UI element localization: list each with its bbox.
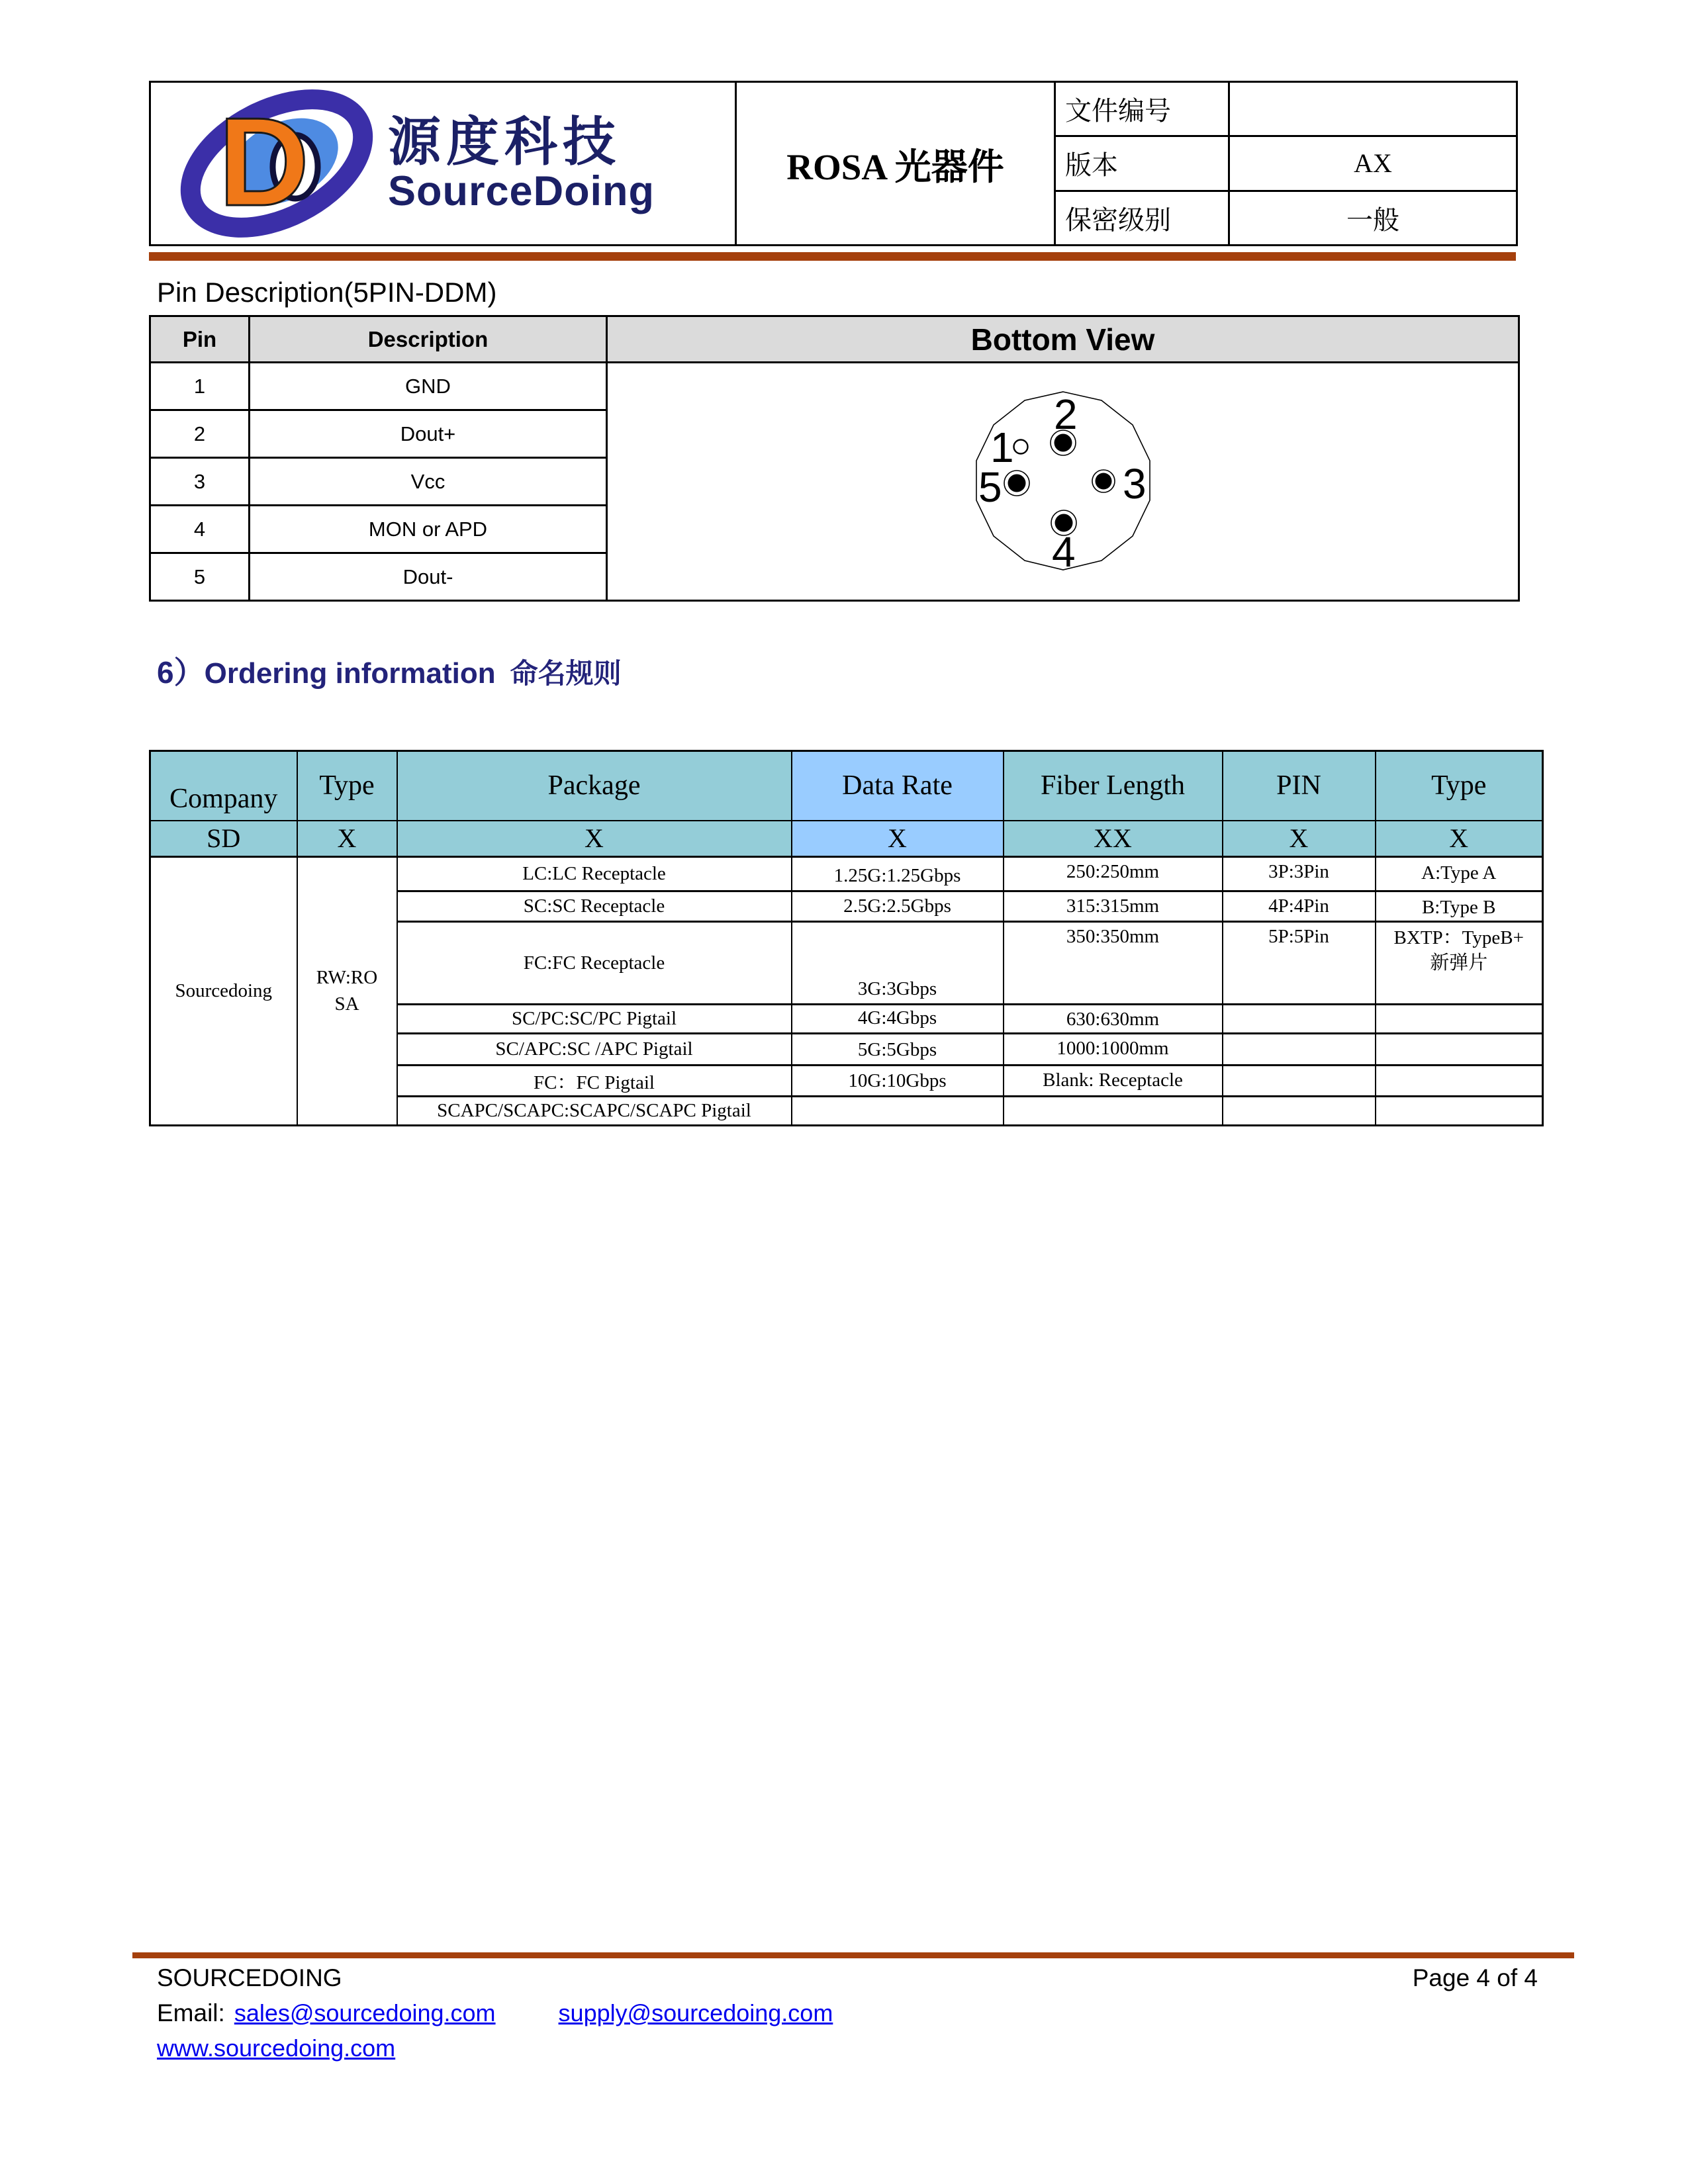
pin-section-title: Pin Description(5PIN-DDM) xyxy=(157,277,497,308)
fiber-length-option xyxy=(1004,1097,1223,1126)
pin-option xyxy=(1223,1034,1376,1066)
pin-number: 5 xyxy=(150,553,250,601)
bottom-view-cell xyxy=(607,363,1519,601)
connector-bottom-view-diagram xyxy=(964,383,1162,581)
pin-number: 2 xyxy=(150,410,250,458)
description-col-header: Description xyxy=(250,316,607,363)
table-row xyxy=(150,751,1543,821)
col-header-package: Package xyxy=(397,751,792,821)
col-header-company: Company xyxy=(150,751,297,821)
type-option: BXTP：TypeB+ 新弹片 xyxy=(1376,922,1543,1005)
pin-5-label: 5 xyxy=(978,463,1002,511)
pin-col-header: Pin xyxy=(150,316,250,363)
col-header-data-rate: Data Rate xyxy=(792,751,1004,821)
logo-english-name: SourceDoing xyxy=(388,167,655,214)
pin-number: 1 xyxy=(150,363,250,410)
logo-letter-d: D xyxy=(218,92,310,232)
code-fiber-length: XX xyxy=(1004,821,1223,857)
pin-option: 3P:3Pin xyxy=(1223,857,1376,891)
package-option: SC:SC Receptacle xyxy=(397,891,792,922)
pin-2-label: 2 xyxy=(1053,390,1078,438)
pin-option xyxy=(1223,1066,1376,1097)
pin-number: 4 xyxy=(150,506,250,553)
pin-option: 5P:5Pin xyxy=(1223,922,1376,1005)
page-number: Page 4 of 4 xyxy=(1412,1964,1538,1991)
email-label: Email: xyxy=(157,1999,225,2026)
footer-divider-bar xyxy=(132,1952,1574,1958)
code-data-rate: X xyxy=(792,821,1004,857)
data-rate-option: 3G:3Gbps xyxy=(792,922,1004,1005)
footer-line-3 xyxy=(157,2034,395,2062)
pin-5-dot xyxy=(1008,474,1025,492)
document-title: ROSA 光器件 xyxy=(736,82,1055,246)
bottom-view-header: Bottom View xyxy=(607,316,1519,363)
package-option: SC/APC:SC /APC Pigtail xyxy=(397,1034,792,1066)
pin-option xyxy=(1223,1097,1376,1126)
meta-value-version: AX xyxy=(1229,136,1517,191)
data-rate-option: 1.25G:1.25Gbps xyxy=(792,857,1004,891)
header-table xyxy=(149,81,1518,246)
pin-3-dot xyxy=(1095,473,1111,489)
table-row xyxy=(150,363,1519,410)
fiber-length-option: 350:350mm xyxy=(1004,922,1223,1005)
meta-value-file-number xyxy=(1229,82,1517,136)
data-rate-option: 5G:5Gbps xyxy=(792,1034,1004,1066)
ordering-table xyxy=(149,750,1544,1126)
pin-1-hole xyxy=(1013,439,1027,453)
package-option: LC:LC Receptacle xyxy=(397,857,792,891)
data-rate-option xyxy=(792,1097,1004,1126)
table-row xyxy=(150,857,1543,891)
code-pin: X xyxy=(1223,821,1376,857)
sourcedoing-logo-icon xyxy=(177,87,376,240)
pin-1-label: 1 xyxy=(990,423,1014,471)
fiber-length-option: 1000:1000mm xyxy=(1004,1034,1223,1066)
pin-description: MON or APD xyxy=(250,506,607,553)
package-option: FC：FC Pigtail xyxy=(397,1066,792,1097)
col-header-pin: PIN xyxy=(1223,751,1376,821)
section-title-english: Ordering information xyxy=(204,657,496,690)
fiber-length-option: 630:630mm xyxy=(1004,1005,1223,1034)
company-logo xyxy=(177,87,735,240)
col-header-fiber-length: Fiber Length xyxy=(1004,751,1223,821)
logo-text xyxy=(388,115,655,212)
footer-line-1 xyxy=(157,1964,1538,1992)
logo-cell xyxy=(150,82,736,246)
pin-4-label: 4 xyxy=(1051,527,1076,576)
type-option: A:Type A xyxy=(1376,857,1543,891)
meta-label-version: 版本 xyxy=(1055,136,1229,191)
package-option: FC:FC Receptacle xyxy=(397,922,792,1005)
website-link[interactable]: www.sourcedoing.com xyxy=(157,2034,396,2062)
pin-description: Dout+ xyxy=(250,410,607,458)
data-rate-option: 4G:4Gbps xyxy=(792,1005,1004,1034)
data-rate-option: 2.5G:2.5Gbps xyxy=(792,891,1004,922)
meta-label-file-number: 文件编号 xyxy=(1055,82,1229,136)
meta-label-confidentiality: 保密级别 xyxy=(1055,191,1229,245)
type-option xyxy=(1376,1005,1543,1034)
section-title-chinese: 命名规则 xyxy=(510,659,622,690)
type-option xyxy=(1376,1034,1543,1066)
code-row xyxy=(150,821,1543,857)
col-header-type: Type xyxy=(297,751,397,821)
data-rate-option: 10G:10Gbps xyxy=(792,1066,1004,1097)
fiber-length-option: Blank: Receptacle xyxy=(1004,1066,1223,1097)
code-company: SD xyxy=(150,821,297,857)
company-value: Sourcedoing xyxy=(150,857,297,1126)
pin-option: 4P:4Pin xyxy=(1223,891,1376,922)
pin-description-table xyxy=(149,315,1520,602)
type-option: B:Type B xyxy=(1376,891,1543,922)
code-package: X xyxy=(397,821,792,857)
fiber-length-option: 250:250mm xyxy=(1004,857,1223,891)
pin-description: Vcc xyxy=(250,458,607,506)
header-divider-bar xyxy=(149,252,1516,261)
meta-value-confidentiality: 一般 xyxy=(1229,191,1517,245)
supply-email-link[interactable]: supply@sourcedoing.com xyxy=(558,1999,833,2026)
pin-description: Dout- xyxy=(250,553,607,601)
code-type2: X xyxy=(1376,821,1543,857)
type-option xyxy=(1376,1097,1543,1126)
pin-description: GND xyxy=(250,363,607,410)
type-value xyxy=(297,857,397,1126)
sales-email-link[interactable]: sales@sourcedoing.com xyxy=(234,1999,496,2026)
pin-option xyxy=(1223,1005,1376,1034)
col-header-type2: Type xyxy=(1376,751,1543,821)
ordering-section-heading xyxy=(157,649,622,692)
package-option: SCAPC/SCAPC:SCAPC/SCAPC Pigtail xyxy=(397,1097,792,1126)
fiber-length-option: 315:315mm xyxy=(1004,891,1223,922)
logo-chinese-name: 源度科技 xyxy=(388,113,621,172)
footer-line-2 xyxy=(157,1999,833,2027)
type-option xyxy=(1376,1066,1543,1097)
code-type: X xyxy=(297,821,397,857)
type-value-text: RW:ROSA xyxy=(316,967,378,1015)
section-number: 6） xyxy=(157,655,205,690)
pin-number: 3 xyxy=(150,458,250,506)
pin-3-label: 3 xyxy=(1122,459,1147,508)
package-option: SC/PC:SC/PC Pigtail xyxy=(397,1005,792,1034)
footer-company-name: SOURCEDOING xyxy=(157,1964,342,1991)
